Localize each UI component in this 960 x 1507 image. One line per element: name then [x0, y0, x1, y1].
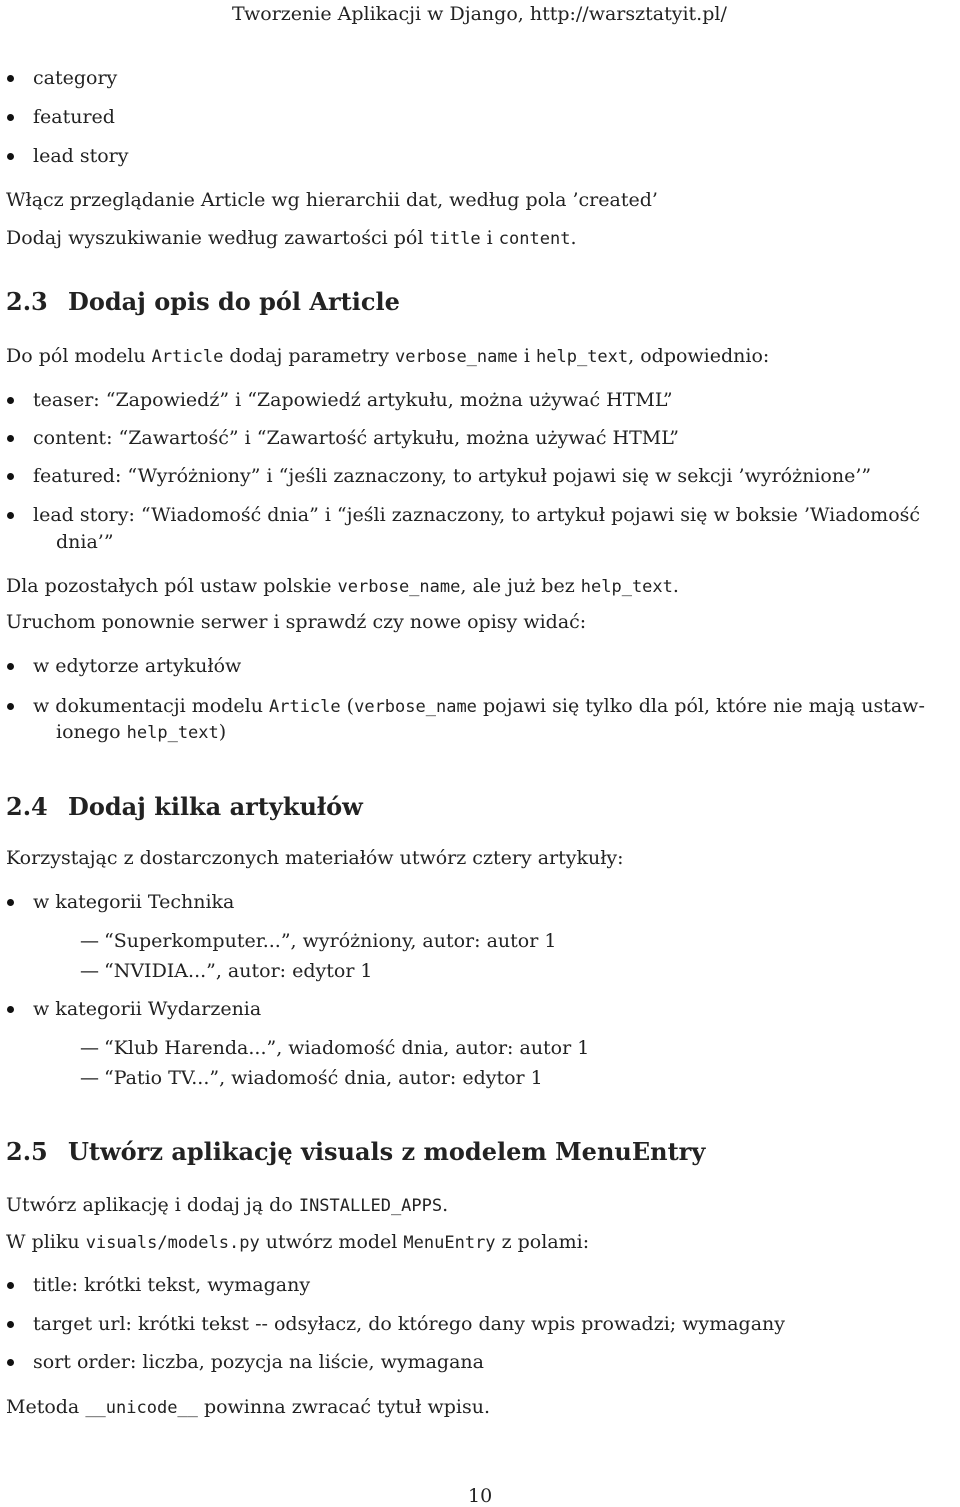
- paragraph: Uruchom ponownie serwer i sprawdź czy nowe opisy widać:: [6, 611, 587, 633]
- list-item: teaser: “Zapowiedź” i “Zapowiedź artykułu, można używać HTML”: [33, 389, 673, 411]
- section-heading-2-4: 2.4 Dodaj kilka artykułów: [6, 792, 363, 821]
- list-item: w kategorii Technika: [33, 891, 235, 913]
- section-heading-2-5: 2.5 Utwórz aplikację visuals z modelem MenuEntry: [6, 1137, 706, 1166]
- running-header: Tworzenie Aplikacji w Django, http://warsztatyit.pl/: [232, 3, 727, 25]
- paragraph: Do pól modelu Article dodaj parametry verbose_name i help_text, odpowiednio:: [6, 345, 770, 367]
- paragraph: Dodaj wyszukiwanie według zawartości pól title i content.: [6, 227, 577, 249]
- section-heading-2-3: 2.3 Dodaj opis do pól Article: [6, 287, 400, 316]
- paragraph: Korzystając z dostarczonych materiałów utwórz cztery artykuły:: [6, 847, 624, 869]
- paragraph: Metoda __unicode__ powinna zwracać tytuł wpisu.: [6, 1396, 491, 1418]
- paragraph: W pliku visuals/models.py utwórz model MenuEntry z polami:: [6, 1231, 590, 1253]
- paragraph: Dla pozostałych pól ustaw polskie verbose_name, ale już bez help_text.: [6, 575, 679, 597]
- sub-list-item: “Patio TV...”, wiadomość dnia, autor: edytor 1: [104, 1067, 543, 1089]
- list-item: target url: krótki tekst -- odsyłacz, do którego dany wpis prowadzi; wymagany: [33, 1313, 786, 1335]
- list-item-continuation: dnia’”: [56, 531, 114, 553]
- paragraph: Włącz przeglądanie Article wg hierarchii dat, według pola ’created’: [6, 189, 658, 211]
- list-item: w dokumentacji modelu Article (verbose_name pojawi się tylko dla pól, które nie mają ustaw-: [33, 695, 925, 717]
- list-item: sort order: liczba, pozycja na liście, wymagana: [33, 1351, 484, 1373]
- sub-list-item: “NVIDIA...”, autor: edytor 1: [104, 960, 373, 982]
- list-item: w edytorze artykułów: [33, 655, 242, 677]
- list-item: lead story: [33, 145, 129, 167]
- list-item: w kategorii Wydarzenia: [33, 998, 262, 1020]
- sub-list-item: “Superkomputer...”, wyróżniony, autor: autor 1: [104, 930, 557, 952]
- list-item: featured: “Wyróżniony” i “jeśli zaznaczony, to artykuł pojawi się w sekcji ’wyróżnione’”: [33, 465, 872, 487]
- list-item: title: krótki tekst, wymagany: [33, 1274, 311, 1296]
- sub-list-item: “Klub Harenda...”, wiadomość dnia, autor: autor 1: [104, 1037, 590, 1059]
- list-item-continuation: ionego help_text): [56, 721, 227, 743]
- list-item: featured: [33, 106, 115, 128]
- page-number: 10: [468, 1485, 493, 1507]
- list-item: lead story: “Wiadomość dnia” i “jeśli zaznaczony, to artykuł pojawi się w boksie ’Wiadomość: [33, 504, 921, 526]
- list-item: content: “Zawartość” i “Zawartość artykułu, można używać HTML”: [33, 427, 679, 449]
- paragraph: Utwórz aplikację i dodaj ją do INSTALLED_APPS.: [6, 1194, 449, 1216]
- list-item: category: [33, 67, 118, 89]
